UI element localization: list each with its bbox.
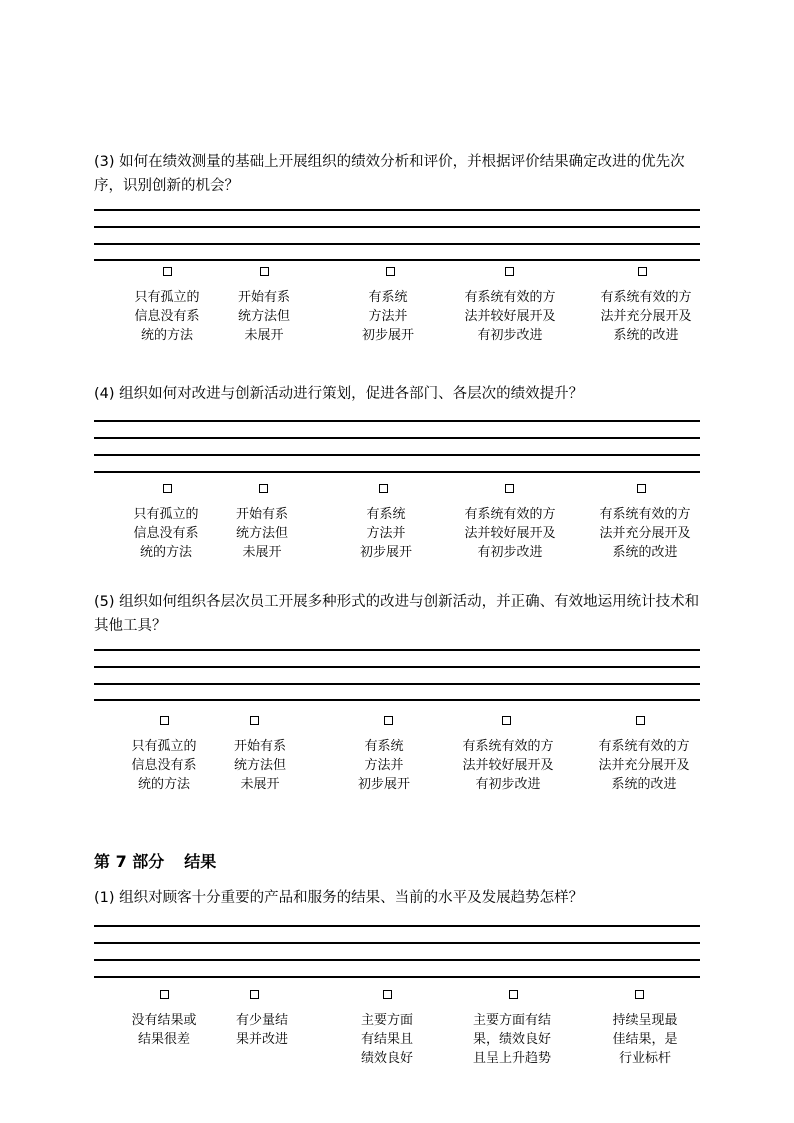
rating-checkbox[interactable] xyxy=(260,267,269,276)
rating-checkbox[interactable] xyxy=(638,267,647,276)
rating-checkbox[interactable] xyxy=(505,267,514,276)
rating-option: 主要方面有结 果，绩效良好 且呈上升趋势 xyxy=(472,1013,551,1066)
rating-checkbox[interactable] xyxy=(635,990,644,999)
rating-checkbox[interactable] xyxy=(160,716,169,725)
rating-option: 有系统有效的方 法并较好展开及 有初步改进 xyxy=(464,290,556,343)
rating-checkbox[interactable] xyxy=(384,716,393,725)
rating-option: 开始有系 统方法但 未展开 xyxy=(237,290,290,343)
rating-checkbox[interactable] xyxy=(250,716,259,725)
rating-checkbox[interactable] xyxy=(509,990,518,999)
rating-option: 有系统有效的方 法并充分展开及 系统的改进 xyxy=(598,739,690,792)
rating-option: 有系统 方法并 初步展开 xyxy=(357,739,410,792)
rating-checkbox[interactable] xyxy=(160,990,169,999)
answer-line[interactable] xyxy=(94,209,700,211)
rating-checkbox[interactable] xyxy=(386,267,395,276)
rating-option: 有系统 方法并 初步展开 xyxy=(359,507,412,560)
section-title: 结果 xyxy=(184,852,217,871)
answer-line[interactable] xyxy=(94,420,700,422)
rating-checkbox[interactable] xyxy=(636,716,645,725)
rating-option: 只有孤立的 信息没有系 统的方法 xyxy=(134,290,200,343)
rating-option: 主要方面 有结果且 绩效良好 xyxy=(360,1013,413,1066)
answer-line[interactable] xyxy=(94,942,700,944)
rating-option: 持续呈现最 佳结果，是 行业标杆 xyxy=(612,1013,678,1066)
rating-checkbox[interactable] xyxy=(250,990,259,999)
rating-option: 有系统有效的方 法并较好展开及 有初步改进 xyxy=(464,507,556,560)
rating-checkbox[interactable] xyxy=(163,484,172,493)
section-number: 第 7 部分 xyxy=(94,852,165,871)
answer-line[interactable] xyxy=(94,259,700,261)
answer-line[interactable] xyxy=(94,683,700,685)
answer-line[interactable] xyxy=(94,243,700,245)
rating-option: 有少量结 果并改进 xyxy=(235,1013,288,1047)
rating-checkbox[interactable] xyxy=(505,484,514,493)
rating-checkbox[interactable] xyxy=(383,990,392,999)
rating-option: 没有结果或 结果很差 xyxy=(131,1013,197,1047)
answer-line[interactable] xyxy=(94,454,700,456)
section-heading xyxy=(94,849,216,872)
answer-line[interactable] xyxy=(94,976,700,978)
rating-checkbox[interactable] xyxy=(163,267,172,276)
answer-line[interactable] xyxy=(94,437,700,439)
answer-line[interactable] xyxy=(94,649,700,651)
rating-option: 开始有系 统方法但 未展开 xyxy=(233,739,286,792)
rating-checkbox[interactable] xyxy=(502,716,511,725)
rating-option: 只有孤立的 信息没有系 统的方法 xyxy=(133,507,199,560)
rating-option: 有系统 方法并 初步展开 xyxy=(361,290,414,343)
question-4: (4) 组织如何对改进与创新活动进行策划，促进各部门、各层次的绩效提升？ xyxy=(94,386,584,402)
rating-checkbox[interactable] xyxy=(379,484,388,493)
rating-option: 有系统有效的方 法并充分展开及 系统的改进 xyxy=(600,290,692,343)
answer-line[interactable] xyxy=(94,699,700,701)
answer-line[interactable] xyxy=(94,471,700,473)
answer-line[interactable] xyxy=(94,666,700,668)
answer-line[interactable] xyxy=(94,925,700,927)
question-7-1: (1) 组织对顾客十分重要的产品和服务的结果、当前的水平及发展趋势怎样？ xyxy=(94,890,584,906)
rating-option: 有系统有效的方 法并充分展开及 系统的改进 xyxy=(599,507,691,560)
question-5: (5) 组织如何组织各层次员工开展多种形式的改进与创新活动，并正确、有效地运用统计技术和其他工具？ xyxy=(94,594,700,634)
answer-line[interactable] xyxy=(94,959,700,961)
rating-option: 开始有系 统方法但 未展开 xyxy=(235,507,288,560)
rating-checkbox[interactable] xyxy=(259,484,268,493)
rating-option: 有系统有效的方 法并较好展开及 有初步改进 xyxy=(462,739,554,792)
rating-option: 只有孤立的 信息没有系 统的方法 xyxy=(131,739,197,792)
question-3: (3) 如何在绩效测量的基础上开展组织的绩效分析和评价，并根据评价结果确定改进的优先次序，识别创新的机会？ xyxy=(94,154,685,194)
rating-checkbox[interactable] xyxy=(637,484,646,493)
answer-line[interactable] xyxy=(94,226,700,228)
